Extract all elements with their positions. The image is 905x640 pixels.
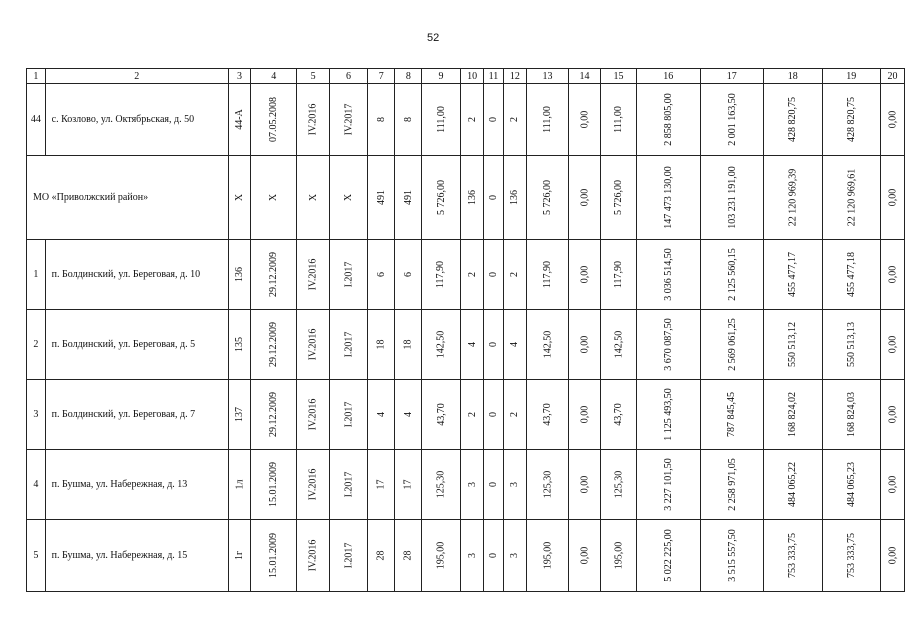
header-cell: 17 xyxy=(700,69,764,84)
cell-c6 xyxy=(330,380,368,450)
cell-c5 xyxy=(297,520,330,592)
cell-c19 xyxy=(822,520,881,592)
cell-value: IV.2016 xyxy=(307,328,319,361)
header-cell: 15 xyxy=(601,69,637,84)
address-cell: п. Бушма, ул. Набережная, д. 13 xyxy=(45,450,228,520)
table-row xyxy=(27,450,905,520)
cell-value: 8 xyxy=(402,117,414,122)
cell-c9 xyxy=(422,156,461,240)
cell-c3 xyxy=(228,310,250,380)
cell-c6 xyxy=(330,156,368,240)
cell-value: 43,70 xyxy=(613,403,625,426)
cell-c16 xyxy=(637,240,701,310)
cell-c17 xyxy=(700,240,764,310)
cell-c11 xyxy=(484,240,503,310)
cell-value: 2 001 163,50 xyxy=(726,93,738,146)
cell-c13 xyxy=(527,450,569,520)
cell-c18 xyxy=(764,240,823,310)
cell-c15 xyxy=(601,380,637,450)
cell-value: 550 513,13 xyxy=(845,322,857,367)
cell-value: 22 120 969,39 xyxy=(787,168,799,227)
cell-c17 xyxy=(700,380,764,450)
cell-value: 43,70 xyxy=(435,403,447,426)
cell-c8 xyxy=(395,240,422,310)
cell-c7 xyxy=(368,156,395,240)
cell-value: 5 726,00 xyxy=(613,180,625,215)
cell-c7 xyxy=(368,240,395,310)
cell-c6 xyxy=(330,240,368,310)
cell-value: 0,00 xyxy=(578,188,590,207)
cell-value: 28 xyxy=(402,550,414,561)
cell-c5 xyxy=(297,450,330,520)
cell-value: 136 xyxy=(509,190,521,205)
cell-value: 0,00 xyxy=(887,110,898,129)
cell-value: 3 xyxy=(509,553,521,558)
cell-c4 xyxy=(251,84,297,156)
header-cell: 8 xyxy=(395,69,422,84)
cell-value: Х xyxy=(307,193,319,202)
cell-c19 xyxy=(822,310,881,380)
cell-c19 xyxy=(822,450,881,520)
cell-value: 8 xyxy=(375,117,387,122)
cell-c6 xyxy=(330,310,368,380)
cell-value: I.2017 xyxy=(343,331,354,358)
cell-c16 xyxy=(637,84,701,156)
cell-value: IV.2016 xyxy=(307,468,319,501)
cell-c14 xyxy=(568,520,600,592)
cell-c16 xyxy=(637,380,701,450)
cell-c14 xyxy=(568,156,600,240)
cell-c16 xyxy=(637,156,701,240)
cell-value: 137 xyxy=(234,407,246,422)
cell-c5 xyxy=(297,84,330,156)
cell-value: 43,70 xyxy=(542,403,553,426)
cell-value: Х xyxy=(343,193,355,202)
cell-c11 xyxy=(484,310,503,380)
cell-c12 xyxy=(503,156,527,240)
cell-c10 xyxy=(460,520,484,592)
cell-value: 0,00 xyxy=(578,335,590,354)
cell-c13 xyxy=(527,156,569,240)
cell-value: 6 xyxy=(375,272,387,277)
cell-value: Х xyxy=(234,193,246,202)
row-number-cell: 4 xyxy=(27,450,46,520)
header-cell: 18 xyxy=(764,69,823,84)
cell-value: 168 824,02 xyxy=(787,392,799,437)
cell-c13 xyxy=(527,520,569,592)
cell-value: 2 858 805,00 xyxy=(662,93,674,146)
cell-c4 xyxy=(251,156,297,240)
cell-value: 28 xyxy=(375,550,387,561)
cell-value: 3 036 514,50 xyxy=(662,248,674,301)
header-cell: 9 xyxy=(422,69,461,84)
cell-c17 xyxy=(700,310,764,380)
cell-value: 29.12.2009 xyxy=(268,252,280,297)
cell-c20 xyxy=(881,450,905,520)
cell-c9 xyxy=(422,380,461,450)
cell-c14 xyxy=(568,310,600,380)
cell-c12 xyxy=(503,84,527,156)
cell-value: 0,00 xyxy=(578,405,590,424)
cell-value: 0,00 xyxy=(578,265,590,284)
cell-value: 0 xyxy=(487,117,499,122)
cell-value: 2 xyxy=(509,412,521,417)
cell-value: 0 xyxy=(487,553,499,558)
cell-value: 2 258 971,05 xyxy=(726,458,738,511)
cell-c16 xyxy=(637,450,701,520)
cell-c6 xyxy=(330,450,368,520)
header-cell: 5 xyxy=(297,69,330,84)
cell-value: 0,00 xyxy=(887,188,898,207)
cell-value: 2 xyxy=(509,117,521,122)
cell-value: 195,00 xyxy=(435,541,447,570)
cell-c17 xyxy=(700,156,764,240)
cell-value: 428 820,75 xyxy=(787,97,799,142)
cell-c16 xyxy=(637,520,701,592)
cell-value: 136 xyxy=(234,267,246,282)
cell-value: 136 xyxy=(466,190,478,205)
cell-value: 550 513,12 xyxy=(787,322,799,367)
cell-c7 xyxy=(368,450,395,520)
cell-value: IV.2016 xyxy=(307,103,319,136)
cell-value: 111,00 xyxy=(613,106,625,133)
cell-value: IV.2016 xyxy=(307,258,319,291)
cell-c20 xyxy=(881,156,905,240)
cell-value: I.2017 xyxy=(343,401,354,428)
header-cell: 10 xyxy=(460,69,484,84)
cell-value: 17 xyxy=(402,479,414,490)
cell-c12 xyxy=(503,520,527,592)
cell-value: 484 065,23 xyxy=(845,462,857,507)
table-row xyxy=(27,156,905,240)
cell-c10 xyxy=(460,156,484,240)
header-cell: 19 xyxy=(822,69,881,84)
cell-value: 6 xyxy=(402,272,414,277)
cell-c11 xyxy=(484,450,503,520)
page-number-text: 52 xyxy=(427,32,440,44)
cell-c5 xyxy=(297,380,330,450)
cell-value: IV.2016 xyxy=(307,539,319,572)
cell-value: 0,00 xyxy=(887,546,898,565)
row-number-cell: 3 xyxy=(27,380,46,450)
cell-value: 0,00 xyxy=(578,110,590,129)
cell-value: 428 820,75 xyxy=(845,97,857,142)
cell-c18 xyxy=(764,84,823,156)
header-cell: 3 xyxy=(228,69,250,84)
cell-c3 xyxy=(228,520,250,592)
cell-c17 xyxy=(700,450,764,520)
cell-value: 491 xyxy=(402,190,414,205)
cell-value: 2 xyxy=(466,117,478,122)
address-cell: с. Козлово, ул. Октябрьская, д. 50 xyxy=(45,84,228,156)
cell-value: 07.05.2008 xyxy=(268,97,280,142)
cell-c7 xyxy=(368,520,395,592)
cell-c8 xyxy=(395,156,422,240)
header-cell: 6 xyxy=(330,69,368,84)
cell-c3 xyxy=(228,84,250,156)
table-row xyxy=(27,520,905,592)
cell-c19 xyxy=(822,380,881,450)
cell-value: 44-А xyxy=(234,109,246,130)
cell-c3 xyxy=(228,450,250,520)
cell-value: 1л xyxy=(234,479,246,490)
cell-c4 xyxy=(251,450,297,520)
header-row xyxy=(27,69,905,84)
cell-c6 xyxy=(330,520,368,592)
cell-c20 xyxy=(881,520,905,592)
cell-c8 xyxy=(395,520,422,592)
address-cell: п. Бушма, ул. Набережная, д. 15 xyxy=(45,520,228,592)
cell-value: 5 726,00 xyxy=(435,180,447,215)
cell-value: IV.2017 xyxy=(343,103,355,136)
cell-value: 17 xyxy=(375,479,387,490)
cell-c15 xyxy=(601,310,637,380)
header-cell: 13 xyxy=(527,69,569,84)
table-row xyxy=(27,240,905,310)
cell-c4 xyxy=(251,520,297,592)
cell-value: 29.12.2009 xyxy=(268,322,280,367)
cell-value: 142,50 xyxy=(613,330,625,359)
cell-value: 22 120 969,61 xyxy=(845,168,857,227)
cell-value: 3 670 087,50 xyxy=(662,318,674,371)
cell-c15 xyxy=(601,450,637,520)
row-number-cell: 2 xyxy=(27,310,46,380)
cell-c12 xyxy=(503,310,527,380)
cell-value: 753 333,75 xyxy=(845,533,857,578)
cell-c9 xyxy=(422,84,461,156)
cell-c4 xyxy=(251,240,297,310)
cell-c8 xyxy=(395,84,422,156)
cell-c10 xyxy=(460,450,484,520)
table-row xyxy=(27,380,905,450)
cell-value: 0,00 xyxy=(887,405,898,424)
cell-c18 xyxy=(764,156,823,240)
cell-value: 18 xyxy=(402,339,414,350)
cell-c9 xyxy=(422,310,461,380)
cell-value: 1 125 493,50 xyxy=(662,388,674,441)
cell-value: 4 xyxy=(375,412,387,417)
cell-value: 5 726,00 xyxy=(542,180,553,215)
cell-value: 4 xyxy=(466,342,478,347)
cell-c17 xyxy=(700,84,764,156)
cell-c13 xyxy=(527,240,569,310)
cell-value: 2 xyxy=(466,272,478,277)
cell-c13 xyxy=(527,380,569,450)
address-cell: п. Болдинский, ул. Береговая, д. 7 xyxy=(45,380,228,450)
cell-value: 4 xyxy=(402,412,414,417)
cell-value: 2 xyxy=(509,272,521,277)
cell-c3 xyxy=(228,156,250,240)
cell-c8 xyxy=(395,310,422,380)
cell-c18 xyxy=(764,450,823,520)
cell-c5 xyxy=(297,310,330,380)
cell-value: 147 473 130,00 xyxy=(662,166,674,229)
cell-c13 xyxy=(527,84,569,156)
cell-value: 195,00 xyxy=(542,541,553,570)
cell-c20 xyxy=(881,240,905,310)
cell-c5 xyxy=(297,156,330,240)
cell-c11 xyxy=(484,380,503,450)
cell-value: 3 xyxy=(466,553,478,558)
cell-value: 117,90 xyxy=(541,260,553,289)
cell-value: 3 515 557,50 xyxy=(726,529,738,582)
cell-c20 xyxy=(881,380,905,450)
cell-c15 xyxy=(601,240,637,310)
cell-c16 xyxy=(637,310,701,380)
cell-c11 xyxy=(484,520,503,592)
cell-value: I.2017 xyxy=(343,542,354,569)
cell-c8 xyxy=(395,450,422,520)
header-cell: 11 xyxy=(484,69,503,84)
cell-c14 xyxy=(568,84,600,156)
cell-c20 xyxy=(881,310,905,380)
header-cell: 16 xyxy=(637,69,701,84)
cell-value: 168 824,03 xyxy=(845,392,857,437)
cell-value: 0,00 xyxy=(887,475,898,494)
cell-c6 xyxy=(330,84,368,156)
cell-c4 xyxy=(251,380,297,450)
cell-value: 103 231 191,00 xyxy=(726,166,738,229)
cell-c19 xyxy=(822,84,881,156)
cell-c15 xyxy=(601,84,637,156)
cell-value: 15.01.2009 xyxy=(268,533,280,578)
cell-c7 xyxy=(368,310,395,380)
cell-c19 xyxy=(822,240,881,310)
cell-c3 xyxy=(228,240,250,310)
cell-c12 xyxy=(503,450,527,520)
cell-value: 111,00 xyxy=(541,106,553,133)
cell-value: 455 477,18 xyxy=(845,252,857,297)
cell-c14 xyxy=(568,450,600,520)
cell-value: I.2017 xyxy=(343,261,354,288)
group-title-cell: МО «Приволжский район» xyxy=(27,156,229,240)
cell-value: 142,50 xyxy=(435,330,447,359)
cell-value: 0 xyxy=(487,482,499,487)
cell-c18 xyxy=(764,310,823,380)
cell-value: 29.12.2009 xyxy=(268,392,280,437)
cell-c18 xyxy=(764,520,823,592)
cell-value: 3 xyxy=(466,482,478,487)
header-cell: 20 xyxy=(881,69,905,84)
row-number-cell: 44 xyxy=(27,84,46,156)
cell-c20 xyxy=(881,84,905,156)
header-cell: 7 xyxy=(368,69,395,84)
cell-c7 xyxy=(368,84,395,156)
cell-value: 195,00 xyxy=(613,541,625,570)
header-cell: 4 xyxy=(251,69,297,84)
cell-c9 xyxy=(422,450,461,520)
cell-value: 125,30 xyxy=(613,470,625,499)
cell-value: 5 022 225,00 xyxy=(662,529,674,582)
cell-value: 125,30 xyxy=(542,470,553,499)
cell-c9 xyxy=(422,520,461,592)
cell-c11 xyxy=(484,156,503,240)
cell-value: Х xyxy=(268,193,280,202)
cell-value: I.2017 xyxy=(343,471,354,498)
header-cell: 14 xyxy=(568,69,600,84)
table-row xyxy=(27,84,905,156)
row-number-cell: 5 xyxy=(27,520,46,592)
cell-value: 15.01.2009 xyxy=(268,462,280,507)
table-row xyxy=(27,310,905,380)
cell-value: 0,00 xyxy=(887,335,898,354)
cell-value: 1г xyxy=(234,550,246,561)
cell-c10 xyxy=(460,240,484,310)
cell-c7 xyxy=(368,380,395,450)
cell-value: 135 xyxy=(234,337,246,352)
cell-value: 117,90 xyxy=(613,260,625,289)
cell-value: 0,00 xyxy=(578,546,590,565)
cell-value: 2 569 061,25 xyxy=(726,318,738,371)
cell-value: IV.2016 xyxy=(307,398,319,431)
cell-value: 491 xyxy=(375,190,387,205)
cell-c10 xyxy=(460,310,484,380)
cell-value: 0 xyxy=(487,195,499,200)
cell-c10 xyxy=(460,380,484,450)
cell-value: 0 xyxy=(487,342,499,347)
cell-value: 3 227 101,50 xyxy=(662,458,674,511)
cell-value: 3 xyxy=(509,482,521,487)
row-number-cell: 1 xyxy=(27,240,46,310)
cell-value: 0,00 xyxy=(578,475,590,494)
register-table xyxy=(26,68,905,592)
cell-c11 xyxy=(484,84,503,156)
cell-c5 xyxy=(297,240,330,310)
cell-c12 xyxy=(503,380,527,450)
cell-value: 0 xyxy=(487,412,499,417)
cell-c15 xyxy=(601,156,637,240)
cell-value: 4 xyxy=(509,342,521,347)
cell-c14 xyxy=(568,380,600,450)
cell-value: 125,30 xyxy=(435,470,447,499)
header-cell: 12 xyxy=(503,69,527,84)
header-cell: 2 xyxy=(45,69,228,84)
cell-c4 xyxy=(251,310,297,380)
cell-value: 753 333,75 xyxy=(787,533,799,578)
cell-value: 111,00 xyxy=(435,106,447,133)
cell-c9 xyxy=(422,240,461,310)
cell-c18 xyxy=(764,380,823,450)
cell-c17 xyxy=(700,520,764,592)
cell-value: 142,50 xyxy=(542,330,553,359)
cell-value: 787 845,45 xyxy=(726,392,738,437)
cell-c12 xyxy=(503,240,527,310)
cell-value: 0 xyxy=(487,272,499,277)
cell-c19 xyxy=(822,156,881,240)
cell-value: 18 xyxy=(375,339,387,350)
cell-value: 2 125 560,15 xyxy=(726,248,738,301)
cell-c3 xyxy=(228,380,250,450)
cell-c8 xyxy=(395,380,422,450)
header-cell: 1 xyxy=(27,69,46,84)
cell-c10 xyxy=(460,84,484,156)
cell-c13 xyxy=(527,310,569,380)
cell-value: 484 065,22 xyxy=(787,462,799,507)
cell-c15 xyxy=(601,520,637,592)
cell-value: 2 xyxy=(466,412,478,417)
address-cell: п. Болдинский, ул. Береговая, д. 5 xyxy=(45,310,228,380)
address-cell: п. Болдинский, ул. Береговая, д. 10 xyxy=(45,240,228,310)
cell-value: 117,90 xyxy=(435,260,447,289)
cell-value: 0,00 xyxy=(887,265,898,284)
cell-value: 455 477,17 xyxy=(787,252,799,297)
cell-c14 xyxy=(568,240,600,310)
